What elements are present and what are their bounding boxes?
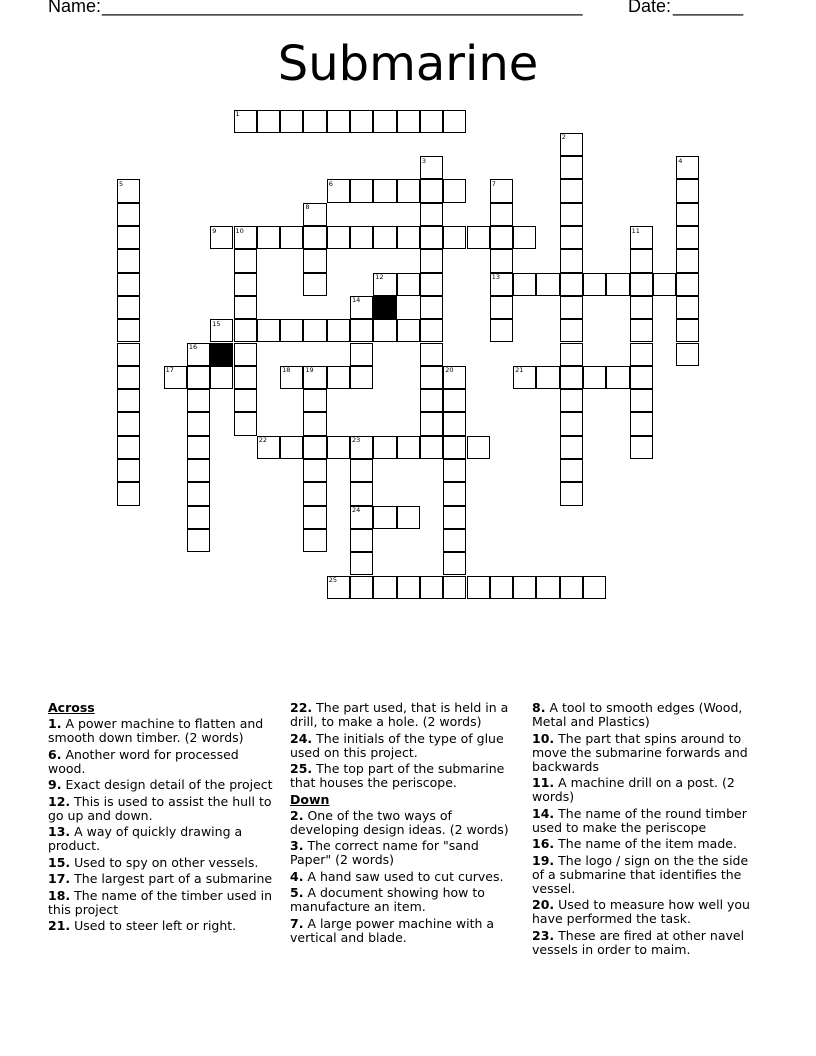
- grid-cell[interactable]: [560, 296, 583, 319]
- grid-cell[interactable]: [443, 436, 466, 459]
- clue-number-label: 23: [352, 436, 361, 445]
- grid-cell[interactable]: [327, 110, 350, 133]
- grid-cell[interactable]: [303, 226, 326, 249]
- grid-cell[interactable]: [117, 366, 140, 389]
- grid-cell[interactable]: [234, 389, 257, 412]
- grid-cell[interactable]: [350, 179, 373, 202]
- clue-number-label: 10: [235, 226, 244, 235]
- grid-cell[interactable]: [303, 459, 326, 482]
- date-label: Date:: [628, 0, 672, 16]
- clue-column-2: [290, 701, 518, 947]
- grid-cell[interactable]: [513, 273, 536, 296]
- clue-number: 19.: [532, 852, 555, 868]
- grid-cell[interactable]: [187, 529, 210, 552]
- grid-cell[interactable]: [676, 179, 699, 202]
- clue-number: 23.: [532, 927, 555, 943]
- grid-cell[interactable]: [420, 179, 443, 202]
- clue-number: 3.: [290, 838, 304, 853]
- grid-cell[interactable]: [630, 389, 653, 412]
- clue-number-label: 1: [235, 110, 240, 118]
- grid-cell[interactable]: [420, 296, 443, 319]
- grid-cell[interactable]: [280, 226, 303, 249]
- grid-cell[interactable]: [583, 273, 606, 296]
- grid-cell[interactable]: [257, 226, 280, 249]
- grid-cell[interactable]: [560, 366, 583, 389]
- clue-text: Exact design detail of the project: [65, 777, 273, 792]
- grid-cell[interactable]: [350, 529, 373, 552]
- grid-cell[interactable]: [303, 273, 326, 296]
- grid-cell[interactable]: [560, 226, 583, 249]
- down-clue: [290, 917, 518, 945]
- grid-cell[interactable]: [397, 319, 420, 342]
- clue-number: 11.: [532, 775, 555, 790]
- grid-cell[interactable]: [630, 343, 653, 366]
- grid-cell[interactable]: [350, 343, 373, 366]
- down-clue: [290, 870, 518, 884]
- grid-cell[interactable]: [536, 366, 559, 389]
- grid-cell[interactable]: [117, 412, 140, 435]
- clue-text: The logo / sign on the the side of a submarine that identifies the vessel.: [532, 852, 749, 896]
- grid-cell[interactable]: [234, 366, 257, 389]
- grid-cell[interactable]: [397, 506, 420, 529]
- down-clue: [532, 898, 760, 926]
- grid-cell[interactable]: [583, 366, 606, 389]
- grid-cell[interactable]: [676, 296, 699, 319]
- grid-cell[interactable]: [490, 296, 513, 319]
- clue-number: 13.: [48, 824, 71, 839]
- grid-cell[interactable]: [560, 412, 583, 435]
- grid-cell[interactable]: [373, 506, 396, 529]
- clue-text: The name of the item made.: [558, 836, 737, 851]
- grid-cell[interactable]: [117, 343, 140, 366]
- clue-text: Used to measure how well you have performed the task.: [532, 897, 750, 926]
- across-clue: [48, 889, 276, 917]
- name-field[interactable]: ________________________________________________: [102, 0, 583, 16]
- clue-column-3: [532, 701, 760, 959]
- grid-cell[interactable]: [397, 273, 420, 296]
- clue-text: One of the two ways of developing design ideas. (2 words): [290, 807, 509, 837]
- grid-cell[interactable]: [327, 226, 350, 249]
- grid-cell[interactable]: [303, 249, 326, 272]
- grid-cell[interactable]: [117, 203, 140, 226]
- across-clue: [48, 856, 276, 870]
- grid-cell[interactable]: [536, 273, 559, 296]
- down-clue: [532, 854, 760, 896]
- grid-cell[interactable]: [327, 436, 350, 459]
- across-clue: [48, 919, 276, 933]
- grid-cell[interactable]: [303, 482, 326, 505]
- grid-cell[interactable]: [187, 366, 210, 389]
- clue-text: The top part of the submarine that houses the periscope.: [290, 761, 505, 790]
- clue-number-label: 9: [212, 226, 217, 235]
- clue-number: 17.: [48, 871, 71, 886]
- grid-cell[interactable]: [630, 319, 653, 342]
- grid-cell[interactable]: [583, 576, 606, 599]
- down-clue: [532, 807, 760, 835]
- clue-number: 12.: [48, 793, 71, 809]
- grid-cell[interactable]: [560, 482, 583, 505]
- clue-text: The name of the timber used in this project: [48, 887, 273, 917]
- grid-cell[interactable]: [350, 552, 373, 575]
- grid-cell[interactable]: [490, 226, 513, 249]
- clue-text: A large power machine with a vertical and blade.: [290, 915, 495, 945]
- grid-cell[interactable]: [443, 459, 466, 482]
- grid-cell[interactable]: [373, 110, 396, 133]
- puzzle-title: Submarine: [277, 36, 539, 92]
- grid-cell[interactable]: [513, 226, 536, 249]
- grid-cell[interactable]: [420, 436, 443, 459]
- clue-number: 16.: [532, 836, 555, 851]
- clue-number-label: 12: [375, 273, 384, 282]
- clue-text: Used to spy on other vessels.: [74, 854, 259, 870]
- grid-cell[interactable]: [467, 436, 490, 459]
- clue-number: 14.: [532, 805, 555, 821]
- clue-text: The name of the round timber used to make the periscope: [532, 805, 747, 835]
- across-heading: Across: [48, 700, 95, 715]
- grid-cell[interactable]: [234, 249, 257, 272]
- across-clue: [48, 795, 276, 823]
- clue-text: The part used, that is held in a drill, to make a hole. (2 words): [290, 700, 509, 729]
- clue-number: 20.: [532, 897, 555, 912]
- down-clue: [532, 776, 760, 804]
- across-clue: [48, 872, 276, 886]
- clue-number-label: 15: [212, 319, 221, 328]
- clue-text: The initials of the type of glue used on this project.: [290, 730, 504, 760]
- grid-cell[interactable]: [630, 366, 653, 389]
- clue-text: The part that spins around to move the submarine forwards and backwards: [532, 730, 748, 774]
- grid-cell[interactable]: [443, 389, 466, 412]
- grid-cell[interactable]: [397, 179, 420, 202]
- grid-cell[interactable]: [210, 366, 233, 389]
- grid-cell[interactable]: [117, 249, 140, 272]
- grid-cell[interactable]: [350, 110, 373, 133]
- clue-text: A hand saw used to cut curves.: [307, 868, 504, 884]
- clue-number-label: 21: [515, 366, 524, 375]
- grid-cell[interactable]: [676, 203, 699, 226]
- black-square: [373, 296, 396, 319]
- grid-cell[interactable]: [560, 459, 583, 482]
- down-heading: Down: [290, 791, 330, 807]
- grid-cell[interactable]: [560, 319, 583, 342]
- grid-cell[interactable]: [443, 412, 466, 435]
- grid-cell[interactable]: [280, 110, 303, 133]
- across-clue: [290, 701, 518, 729]
- grid-cell[interactable]: [467, 226, 490, 249]
- clue-number-label: 19: [305, 366, 314, 375]
- clue-column-1: [48, 701, 276, 936]
- grid-cell[interactable]: [420, 389, 443, 412]
- down-clue: [290, 886, 518, 914]
- down-clue: [532, 732, 760, 774]
- clue-number-label: 3: [421, 156, 427, 165]
- clue-number: 2.: [290, 807, 304, 823]
- clue-number: 15.: [48, 854, 71, 870]
- grid-cell[interactable]: [350, 576, 373, 599]
- grid-cell[interactable]: [420, 366, 443, 389]
- grid-cell[interactable]: [234, 412, 257, 435]
- grid-cell[interactable]: [327, 319, 350, 342]
- across-clue: [290, 762, 518, 790]
- clue-text: A machine drill on a post. (2 words): [532, 775, 735, 804]
- date-field[interactable]: _______: [673, 0, 744, 16]
- grid-cell[interactable]: [234, 343, 257, 366]
- clue-number: 1.: [48, 716, 62, 731]
- grid-cell[interactable]: [676, 273, 699, 296]
- grid-cell[interactable]: [490, 249, 513, 272]
- grid-cell[interactable]: [420, 203, 443, 226]
- across-clue: [48, 717, 276, 745]
- clue-number: 4.: [290, 868, 304, 884]
- grid-cell[interactable]: [606, 366, 629, 389]
- grid-cell[interactable]: [676, 249, 699, 272]
- grid-cell[interactable]: [560, 249, 583, 272]
- grid-cell[interactable]: [513, 576, 536, 599]
- down-clue: [532, 701, 760, 729]
- grid-cell[interactable]: [373, 319, 396, 342]
- down-clue: [532, 929, 760, 957]
- clue-number: 8.: [532, 700, 546, 715]
- grid-cell[interactable]: [350, 482, 373, 505]
- clue-number-label: 8: [305, 203, 310, 212]
- grid-cell[interactable]: [303, 506, 326, 529]
- clue-number-label: 22: [258, 436, 268, 445]
- clue-number-label: 4: [678, 156, 683, 165]
- grid-cell[interactable]: [560, 576, 583, 599]
- grid-cell[interactable]: [490, 319, 513, 342]
- clue-number: 22.: [290, 700, 313, 715]
- grid-cell[interactable]: [443, 179, 466, 202]
- grid-cell[interactable]: [117, 389, 140, 412]
- down-clue: [290, 839, 518, 867]
- grid-cell[interactable]: [467, 576, 490, 599]
- clue-number: 21.: [48, 918, 71, 933]
- clue-number: 9.: [48, 777, 62, 792]
- clue-number-label: 2: [561, 133, 566, 142]
- grid-cell[interactable]: [303, 110, 326, 133]
- grid-cell[interactable]: [420, 343, 443, 366]
- grid-cell[interactable]: [536, 576, 559, 599]
- grid-cell[interactable]: [653, 273, 676, 296]
- grid-cell[interactable]: [606, 273, 629, 296]
- grid-cell[interactable]: [490, 203, 513, 226]
- grid-cell[interactable]: [373, 179, 396, 202]
- grid-cell[interactable]: [117, 296, 140, 319]
- grid-cell[interactable]: [490, 576, 513, 599]
- clue-text: Used to steer left or right.: [74, 918, 237, 933]
- grid-cell[interactable]: [630, 249, 653, 272]
- grid-cell[interactable]: [443, 482, 466, 505]
- grid-cell[interactable]: [420, 273, 443, 296]
- grid-cell[interactable]: [676, 319, 699, 342]
- grid-cell[interactable]: [420, 110, 443, 133]
- across-clue: [48, 825, 276, 853]
- grid-cell[interactable]: [630, 412, 653, 435]
- grid-cell[interactable]: [350, 459, 373, 482]
- grid-cell[interactable]: [187, 389, 210, 412]
- grid-cell[interactable]: [676, 226, 699, 249]
- clue-text: A way of quickly drawing a product.: [48, 824, 243, 853]
- grid-cell[interactable]: [560, 389, 583, 412]
- clue-number-label: 5: [119, 179, 124, 188]
- clue-text: A power machine to flatten and smooth down timber. (2 words): [48, 716, 264, 745]
- grid-cell[interactable]: [443, 529, 466, 552]
- grid-cell[interactable]: [560, 203, 583, 226]
- across-clue: [48, 748, 276, 776]
- grid-cell[interactable]: [397, 226, 420, 249]
- grid-cell[interactable]: [560, 436, 583, 459]
- grid-cell[interactable]: [234, 319, 257, 342]
- grid-cell[interactable]: [234, 296, 257, 319]
- grid-cell[interactable]: [420, 576, 443, 599]
- grid-cell[interactable]: [280, 436, 303, 459]
- grid-cell[interactable]: [350, 319, 373, 342]
- grid-cell[interactable]: [117, 459, 140, 482]
- clue-number-label: 11: [631, 226, 640, 235]
- clue-number-label: 17: [165, 366, 174, 375]
- grid-cell[interactable]: [303, 412, 326, 435]
- black-square: [210, 343, 233, 366]
- across-clue: [48, 778, 276, 792]
- clue-number-label: 24: [352, 506, 361, 515]
- grid-cell[interactable]: [373, 226, 396, 249]
- clue-number: 7.: [290, 915, 304, 931]
- down-clue: [532, 837, 760, 851]
- grid-cell[interactable]: [676, 343, 699, 366]
- clue-number-label: 16: [188, 343, 198, 351]
- grid-cell[interactable]: [280, 319, 303, 342]
- grid-cell[interactable]: [187, 506, 210, 529]
- grid-cell[interactable]: [350, 226, 373, 249]
- grid-cell[interactable]: [443, 576, 466, 599]
- grid-cell[interactable]: [303, 529, 326, 552]
- grid-cell[interactable]: [397, 110, 420, 133]
- grid-cell[interactable]: [397, 576, 420, 599]
- clue-text: Another word for processed wood.: [48, 746, 239, 776]
- grid-cell[interactable]: [373, 576, 396, 599]
- clue-number-label: 20: [445, 366, 454, 375]
- clue-text: These are fired at other navel vessels in order to maim.: [532, 927, 745, 957]
- clue-number: 5.: [290, 885, 304, 900]
- grid-cell[interactable]: [373, 436, 396, 459]
- clue-number-label: 18: [282, 366, 291, 375]
- grid-cell[interactable]: [443, 226, 466, 249]
- grid-cell[interactable]: [350, 366, 373, 389]
- clue-number-label: 7: [491, 179, 496, 188]
- clue-number: 10.: [532, 730, 555, 746]
- grid-cell[interactable]: [420, 412, 443, 435]
- grid-cell[interactable]: [560, 273, 583, 296]
- clue-number: 24.: [290, 730, 313, 746]
- grid-cell[interactable]: [443, 110, 466, 133]
- grid-cell[interactable]: [443, 552, 466, 575]
- grid-cell[interactable]: [303, 436, 326, 459]
- grid-cell[interactable]: [117, 436, 140, 459]
- grid-cell[interactable]: [630, 273, 653, 296]
- clue-number-label: 14: [352, 296, 361, 305]
- clue-text: The largest part of a submarine: [74, 871, 273, 886]
- grid-cell[interactable]: [420, 226, 443, 249]
- grid-cell[interactable]: [397, 436, 420, 459]
- grid-cell[interactable]: [327, 366, 350, 389]
- clue-number-label: 13: [491, 273, 501, 282]
- grid-cell[interactable]: [234, 273, 257, 296]
- grid-cell[interactable]: [117, 319, 140, 342]
- clue-text: A tool to smooth edges (Wood, Metal and Plastics): [532, 700, 743, 729]
- across-clue: [290, 732, 518, 760]
- grid-cell[interactable]: [560, 343, 583, 366]
- clue-number: 25.: [290, 761, 313, 776]
- clue-number-label: 25: [328, 576, 337, 584]
- clue-number-label: 6: [328, 179, 333, 188]
- grid-cell[interactable]: [257, 319, 280, 342]
- grid-cell[interactable]: [420, 319, 443, 342]
- grid-cell[interactable]: [630, 296, 653, 319]
- grid-cell[interactable]: [443, 506, 466, 529]
- clue-number: 6.: [48, 746, 62, 762]
- grid-cell[interactable]: [257, 110, 280, 133]
- grid-cell[interactable]: [560, 179, 583, 202]
- grid-cell[interactable]: [303, 389, 326, 412]
- grid-cell[interactable]: [117, 273, 140, 296]
- grid-cell[interactable]: [303, 319, 326, 342]
- clue-text: This is used to assist the hull to go up and down.: [48, 793, 272, 823]
- grid-cell[interactable]: [187, 412, 210, 435]
- clue-number: 18.: [48, 887, 71, 903]
- clue-text: The correct name for "sand Paper" (2 words): [290, 838, 479, 867]
- grid-cell[interactable]: [630, 436, 653, 459]
- clue-text: A document showing how to manufacture an item.: [290, 885, 485, 914]
- grid-cell[interactable]: [187, 459, 210, 482]
- name-label: Name:: [48, 0, 102, 16]
- grid-cell[interactable]: [420, 249, 443, 272]
- grid-cell[interactable]: [117, 482, 140, 505]
- grid-cell[interactable]: [117, 226, 140, 249]
- grid-cell[interactable]: [187, 482, 210, 505]
- down-clue: [290, 809, 518, 837]
- grid-cell[interactable]: [187, 436, 210, 459]
- grid-cell[interactable]: [560, 156, 583, 179]
